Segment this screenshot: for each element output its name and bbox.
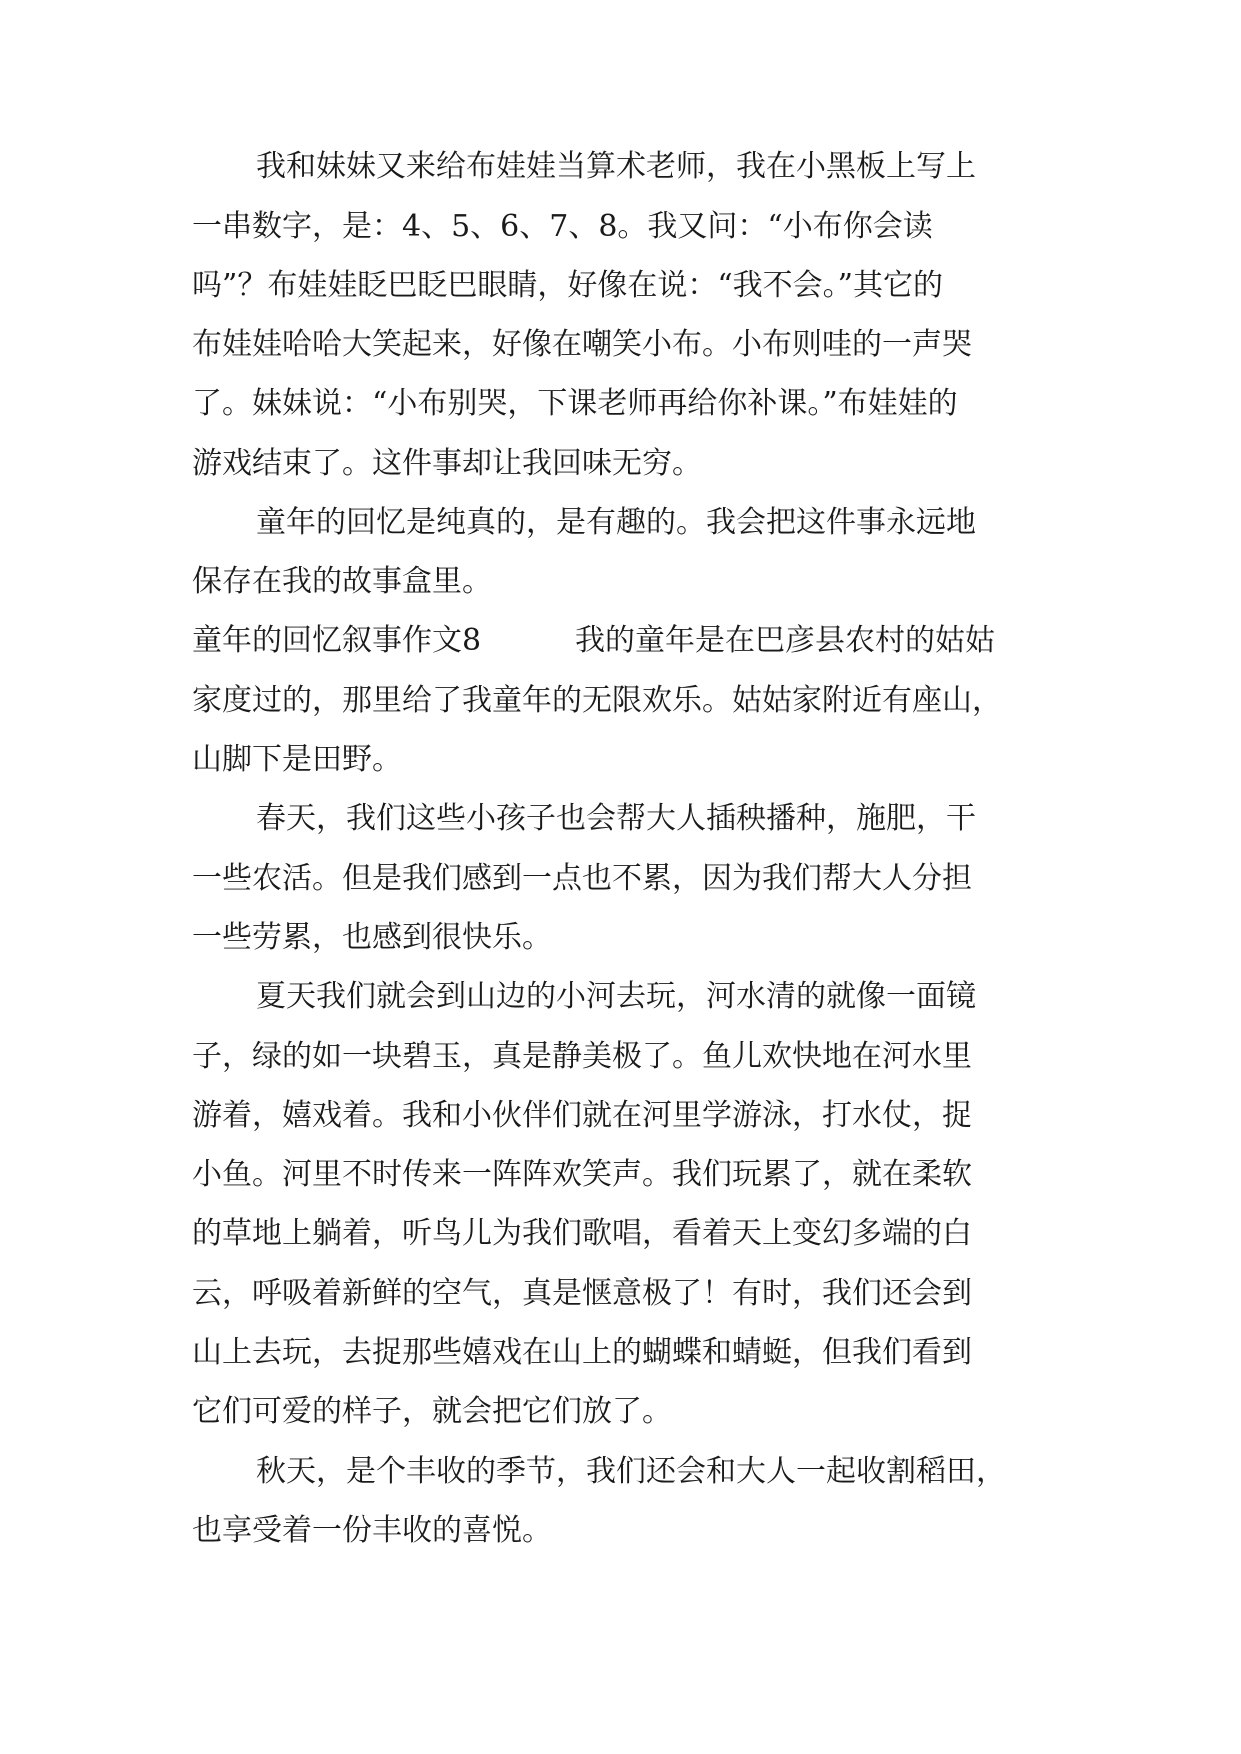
paragraph-line: 保存在我的故事盒里。: [192, 564, 492, 599]
paragraph-line: 一串数字，是：4、5、6、7、8。我又问：“小布你会读: [192, 209, 933, 244]
paragraph-line: 它们可爱的样子，就会把它们放了。: [192, 1394, 672, 1429]
paragraph-line: 云，呼吸着新鲜的空气，真是惬意极了！有时，我们还会到: [192, 1276, 972, 1311]
paragraph-line: 家度过的，那里给了我童年的无限欢乐。姑姑家附近有座山，: [192, 683, 1002, 718]
paragraph-line: 山脚下是田野。: [192, 742, 402, 777]
paragraph-line: 一些农活。但是我们感到一点也不累，因为我们帮大人分担: [192, 861, 972, 896]
section-heading-line: [192, 621, 1052, 661]
paragraph-line: 童年的回忆是纯真的，是有趣的。我会把这件事永远地: [256, 505, 976, 540]
paragraph-line: 我和妹妹又来给布娃娃当算术老师，我在小黑板上写上: [256, 149, 976, 184]
paragraph-line: 布娃娃哈哈大笑起来，好像在嘲笑小布。小布则哇的一声哭: [192, 327, 972, 362]
section-first-line: 我的童年是在巴彦县农村的姑姑: [575, 623, 995, 658]
paragraph-line: 了。妹妹说：“小布别哭，下课老师再给你补课。”布娃娃的: [192, 386, 958, 421]
paragraph-line: 吗”？布娃娃眨巴眨巴眼睛，好像在说：“我不会。”其它的: [192, 268, 944, 303]
paragraph-line: 夏天我们就会到山边的小河去玩，河水清的就像一面镜: [256, 979, 976, 1014]
paragraph-line: 秋天，是个丰收的季节，我们还会和大人一起收割稻田，: [256, 1454, 1006, 1489]
paragraph-line: 小鱼。河里不时传来一阵阵欢笑声。我们玩累了，就在柔软: [192, 1157, 972, 1192]
paragraph-line: 一些劳累，也感到很快乐。: [192, 920, 552, 955]
paragraph-line: 子，绿的如一块碧玉，真是静美极了。鱼儿欢快地在河水里: [192, 1039, 972, 1074]
paragraph-line: 游着，嬉戏着。我和小伙伴们就在河里学游泳，打水仗，捉: [192, 1098, 972, 1133]
paragraph-line: 的草地上躺着，听鸟儿为我们歌唱，看着天上变幻多端的白: [192, 1216, 972, 1251]
section-title: 童年的回忆叙事作文8: [192, 623, 482, 658]
paragraph-line: 游戏结束了。这件事却让我回味无穷。: [192, 446, 702, 481]
paragraph-line: 春天，我们这些小孩子也会帮大人插秧播种，施肥，干: [256, 801, 976, 836]
paragraph-line: 也享受着一份丰收的喜悦。: [192, 1513, 552, 1548]
paragraph-line: 山上去玩，去捉那些嬉戏在山上的蝴蝶和蜻蜓，但我们看到: [192, 1335, 972, 1370]
